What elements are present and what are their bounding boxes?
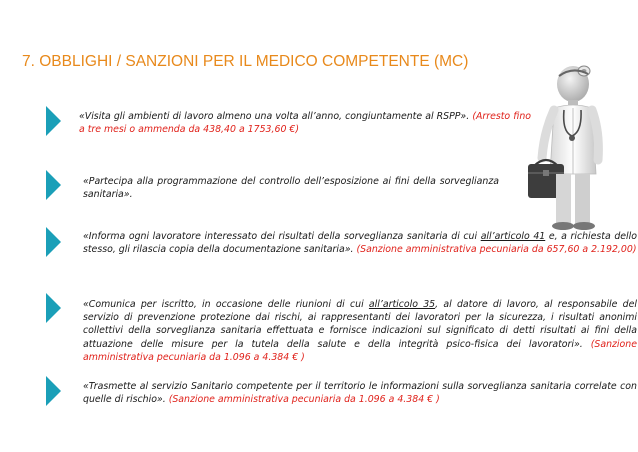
article-link[interactable]: all’articolo 41 xyxy=(480,231,546,242)
sanction-text: (Sanzione amministrativa pecuniaria da 1.096 a 4.384 € ) xyxy=(83,338,637,363)
item-text: «Visita gli ambienti di lavoro almeno una volta all’anno, congiuntamente al RSPP». (Arresto fino a tre mesi o ammenda da 438,40 a 1753,60 €) xyxy=(79,111,531,136)
bullet-arrow-icon xyxy=(46,106,61,136)
sanction-text: (Sanzione amministrativa pecuniaria da 1.096 a 4.384 € ) xyxy=(168,394,440,406)
bullet-arrow-icon xyxy=(46,293,61,323)
page-title: 7. OBBLIGHI / SANZIONI PER IL MEDICO COMPETENTE (MC) xyxy=(22,53,469,70)
sanction-text: (Sanzione amministrativa pecuniaria da 657,60 a 2.192,00) xyxy=(356,244,637,256)
item-text: «Comunica per iscritto, in occasione delle riunioni di cui all’articolo 35, al datore di lavoro, al responsabile del servizio di prevenzione protezione dai rischi, ai rappresentanti dei lavoratori per la sicurezza, i risultati anonimi collettivi della sorveglianza sanitaria effettuata e fornisce indicazioni sul significato di detti risultati ai fini della attuazione delle misure per la tutela della salute e della integrità psico-fisica dei lavoratori». (Sanzione amministrativa pecuniaria da 1.096 a 4.384 € ) xyxy=(83,299,637,363)
bullet-arrow-icon xyxy=(46,376,61,406)
item-text: «Partecipa alla programmazione del controllo dell’esposizione ai fini della sorveglianza sanitaria». xyxy=(83,176,499,201)
bullet-arrow-icon xyxy=(46,170,61,200)
bullet-arrow-icon xyxy=(46,227,61,257)
doctor-with-bag-icon xyxy=(526,62,622,232)
article-link[interactable]: all’articolo 35 xyxy=(368,299,436,310)
item-text: «Informa ogni lavoratore interessato dei risultati della sorveglianza sanitaria di cui all’articolo 41 e, a richiesta dello stesso, gli rilascia copia della documentazione sanitaria». (Sanzione amministrativa pecuniaria da 657,60 a 2.192,00) xyxy=(83,231,637,256)
sanction-text: (Arresto fino a tre mesi o ammenda da 438,40 a 1753,60 €) xyxy=(79,111,531,136)
item-text: «Trasmette al servizio Sanitario competente per il territorio le informazioni sulla sorveglianza sanitaria correlate con quelle di rischio». (Sanzione amministrativa pecuniaria da 1.096 a 4.384 € ) xyxy=(83,381,637,406)
